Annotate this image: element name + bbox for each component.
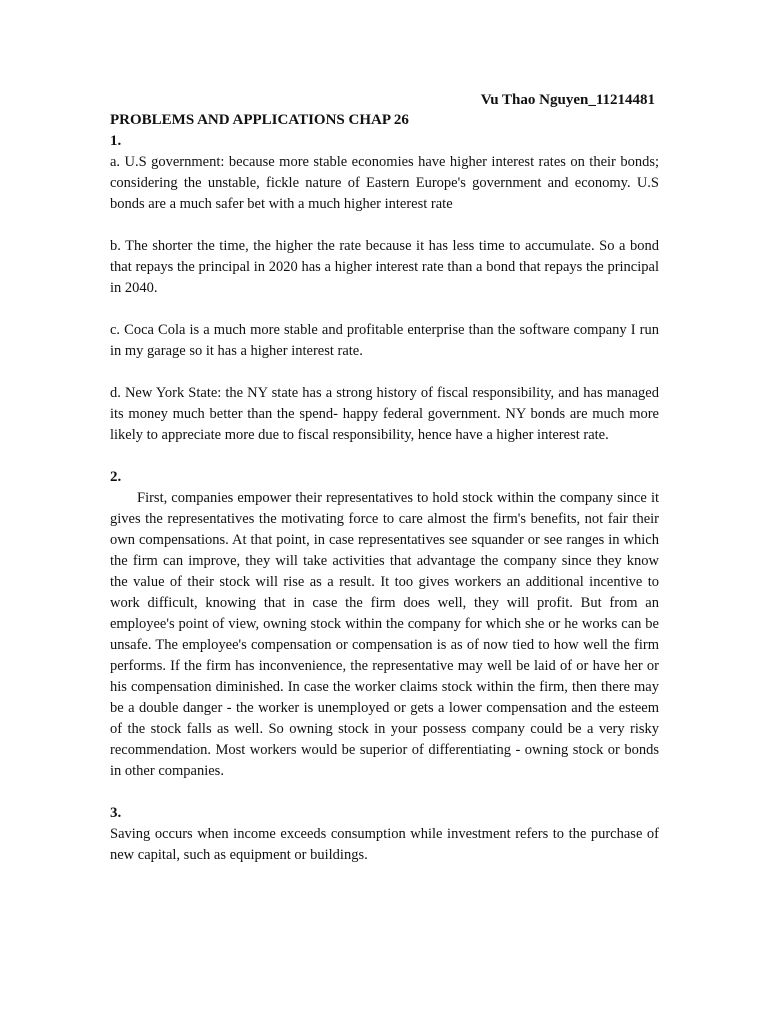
answer-2: First, companies empower their representatives to hold stock within the company since it gives the representatives the motivating force to care almost the firm's benefits, not fair their own compensations. At that point, in case representatives see squander or see ranges in which the firm can improve, they will take activities that advantage the company since they know the value of their stock will rise as a result. It too gives workers an additional incentive to work difficult, knowing that in case the firm does well, they will profit. But from an employee's point of view, owning stock within the company for which she or he works can be unsafe. The employee's compensation or compensation is as of now tied to how well the firm performs. If the firm has inconvenience, the representative may well be laid of or have her or his compensation diminished. In case the worker claims stock within the firm, then there may be a double danger - the worker is unemployed or gets a lower compensation and the esteem of the stock falls as well. So owning stock in your possess company could be a very risky recommendation. Most workers would be superior of differentiating - owning stock or bonds in other companies. [110,490,659,779]
document-body [110,110,659,866]
paragraph-gap [110,446,659,467]
paragraph-gap [110,215,659,236]
question-3-number: 3. [110,805,122,821]
paragraph-gap [110,782,659,803]
document-title: PROBLEMS AND APPLICATIONS CHAP 26 [110,112,409,128]
answer-1a: a. U.S government: because more stable economies have higher interest rates on their bonds; considering the unstable, fickle nature of Eastern Europe's government and economy. U.S bonds are a much safer bet with a much higher interest rate [110,154,659,212]
question-2-number: 2. [110,469,122,485]
answer-1d: d. New York State: the NY state has a strong history of fiscal responsibility, and has managed its money much better than the spend- happy federal government. NY bonds are much more likely to appreciate more due to fiscal responsibility, hence have a higher interest rate. [110,385,659,443]
paragraph-gap [110,299,659,320]
answer-1c: c. Coca Cola is a much more stable and profitable enterprise than the software company I run in my garage so it has a higher interest rate. [110,322,659,359]
answer-1b: b. The shorter the time, the higher the rate because it has less time to accumulate. So a bond that repays the principal in 2020 has a higher interest rate than a bond that repays the principal in 2040. [110,238,659,296]
answer-3: Saving occurs when income exceeds consumption while investment refers to the purchase of new capital, such as equipment or buildings. [110,826,659,863]
paragraph-gap [110,362,659,383]
question-1-number: 1. [110,133,122,149]
author-line: Vu Thao Nguyen_11214481 [480,92,655,108]
